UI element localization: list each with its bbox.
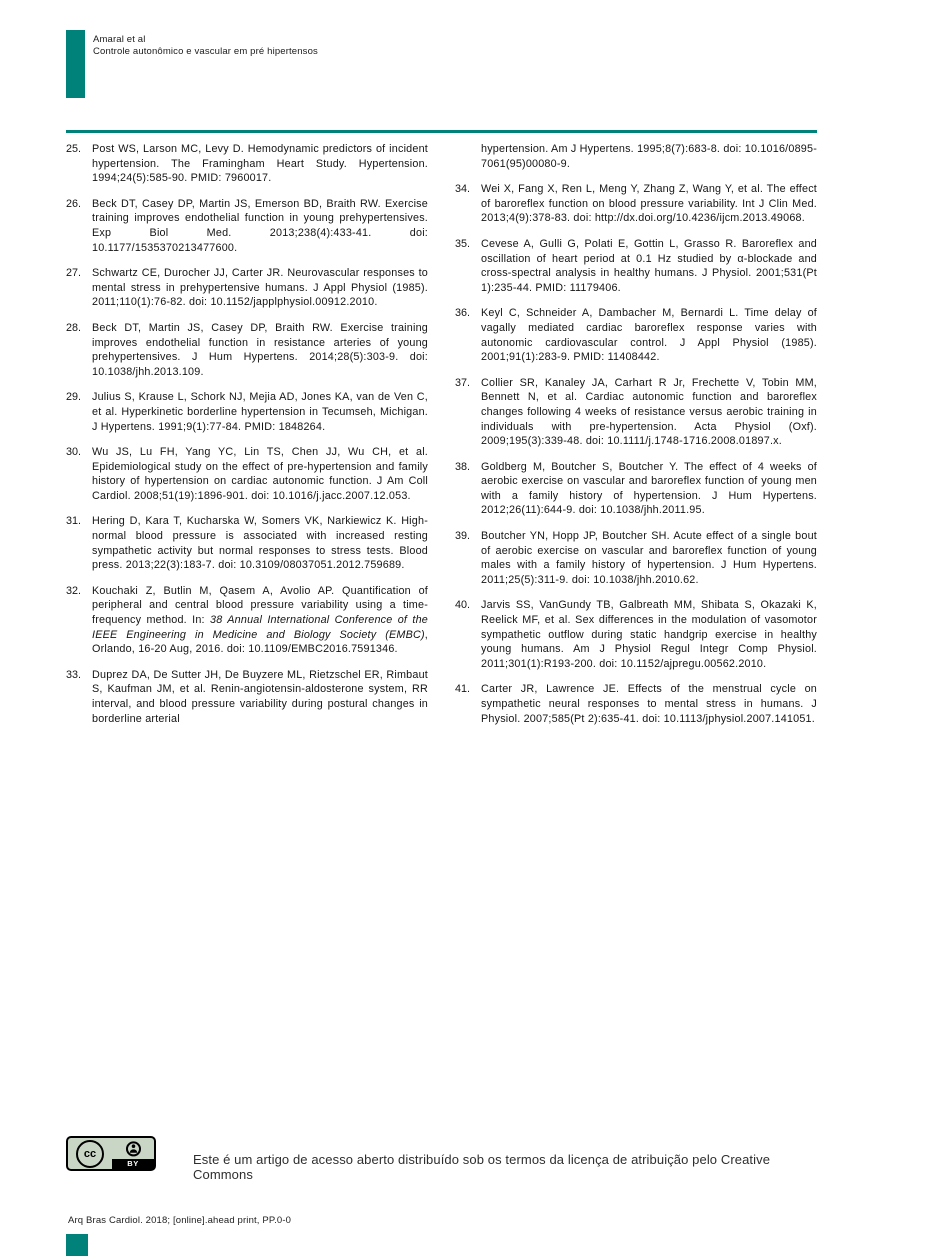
by-label: BY [112,1159,154,1169]
header-rule [66,130,817,133]
journal-citation: Arq Bras Cardiol. 2018; [online].ahead print, PP.0-0 [68,1215,292,1226]
reference-item [455,682,817,726]
reference-item [455,529,817,587]
reference-item [66,514,428,572]
reference-number: 26. [66,197,82,210]
reference-item [455,306,817,364]
reference-text: Carter JR, Lawrence JE. Effects of the menstrual cycle on sympathetic neural responses to mental stress in humans. J Physiol. 2007;585(Pt 2):635-41. doi: 10.1113/jphysiol.2007.141051. [481,683,817,725]
reference-text: , Orlando, 16-20 Aug, 2016. doi: 10.1109/EMBC2016.7591346. [92,628,428,656]
reference-text: Collier SR, Kanaley JA, Carhart R Jr, Frechette V, Tobin MM, Bennett N, et al. Cardiac autonomic function and baroreflex changes following 4 weeks of resistance versus aerobic training in individuals with pre-hypertension. Acta Physiol (Oxf). 2009;195(3):339-48. doi: 10.1111/j.1748-1716.2008.01897.x. [481,376,817,448]
reference-number: 36. [455,307,471,320]
reference-number: 37. [455,376,471,389]
person-icon [125,1141,142,1157]
header-accent-bar [66,30,85,98]
reference-number: 38. [455,460,471,473]
reference-item [455,142,817,171]
reference-item [455,376,817,449]
reference-number: 34. [455,183,471,196]
cc-by-badge [66,1136,156,1171]
reference-number: 31. [66,515,82,528]
reference-text: Keyl C, Schneider A, Dambacher M, Bernardi L. Time delay of vagally mediated cardiac baroreflex response varies with autonomic cardiovascular control. J Appl Physiol (1985). 2001;91(1):283-9. PMID: 11408442. [481,307,817,364]
cc-circle-icon: cc [76,1140,104,1168]
reference-number: 40. [455,599,471,612]
reference-text: hypertension. Am J Hypertens. 1995;8(7):683-8. doi: 10.1016/0895-7061(95)00080-9. [481,143,817,170]
reference-item [66,584,428,657]
license-statement: Este é um artigo de acesso aberto distribuído sob os termos da licença de atribuição pelo Creative Commons [193,1152,771,1182]
reference-item [455,182,817,226]
cc-by-attribution [112,1138,154,1169]
cc-icon [68,1138,112,1169]
reference-item [66,668,428,726]
reference-text: Goldberg M, Boutcher S, Boutcher Y. The effect of 4 weeks of aerobic exercise on vascular and baroreflex function of young men with a family history of hypertension. J Hum Hypertens. 2012;26(11):644-9. doi: 10.1038/jhh.2011.95. [481,460,817,517]
reference-text: Jarvis SS, VanGundy TB, Galbreath MM, Shibata S, Okazaki K, Reelick MF, et al. Sex differences in the modulation of vasomotor sympathetic outflow during static handgrip exercise in healthy young humans. Am J Physiol Regul Integr Comp Physiol. 2011;301(1):R193-200. doi: 10.1152/ajpregu.00562.2010. [481,599,817,670]
reference-text: Beck DT, Martin JS, Casey DP, Braith RW. Exercise training improves endothelial function in resistance arteries of young prehypertensives. J Hum Hypertens. 2014;28(5):303-9. doi: 10.1038/jhh.2013.109. [92,321,428,378]
reference-number: 27. [66,267,82,280]
reference-item [66,445,428,503]
reference-item [66,266,428,310]
footer-accent-square [66,1234,88,1256]
reference-item [455,460,817,518]
running-head-title: Controle autonômico e vascular em pré hipertensos [93,45,318,57]
reference-item [66,321,428,379]
reference-text: Duprez DA, De Sutter JH, De Buyzere ML, Rietzschel ER, Rimbaut S, Kaufman JM, et al. Renin-angiotensin-aldosterone system, RR interval, and blood pressure variability during postural changes in borderline arterial [92,668,428,725]
reference-item [455,598,817,671]
reference-text: Hering D, Kara T, Kucharska W, Somers VK, Narkiewicz K. High-normal blood pressure is associated with increased resting sympathetic activity but normal responses to stress tests. Blood press. 2013;22(3):183-7. doi: 10.3109/08037051.2012.759689. [92,515,428,572]
reference-text: Kouchaki Z, Butlin M, Qasem A, Avolio AP. Quantification of peripheral and central blood pressure variability using a time-frequency method. In: [92,584,428,627]
reference-text: Boutcher YN, Hopp JP, Boutcher SH. Acute effect of a single bout of aerobic exercise on vascular and baroreflex function of young males with a family history of hypertension. J Hum Hypertens. 2011;25(5):311-9. doi: 10.1038/jhh.2010.62. [481,530,817,586]
reference-text: Wei X, Fang X, Ren L, Meng Y, Zhang Z, Wang Y, et al. The effect of baroreflex function on blood pressure variability. Int J Clin Med. 2013;4(9):378-83. doi: http://dx.doi.org/10.4236/ijcm.2013.49068. [481,183,817,225]
reference-item [66,390,428,434]
references-column-right [455,142,817,737]
reference-number: 35. [455,237,471,250]
reference-number: 25. [66,143,82,155]
reference-number: 28. [66,321,82,334]
reference-text: Cevese A, Gulli G, Polati E, Gottin L, Grasso R. Baroreflex and oscillation of heart period at 0.1 Hz studied by α-blockade and cross-spectral analysis in healthy humans. J Physiol. 2001;531(Pt 1):235-44. PMID: 11179406. [481,237,817,294]
reference-text-italic: 38 Annual International Conference of the IEEE Engineering in Medicine and Biology Society (EMBC) [92,614,428,641]
reference-item [66,142,428,186]
reference-number: 30. [66,446,82,459]
references-column-left [66,142,428,737]
references-section [66,142,817,737]
reference-number: 29. [66,391,82,404]
reference-item [455,237,817,295]
reference-number: 41. [455,683,471,696]
reference-item [66,197,428,255]
reference-number: 32. [66,584,82,597]
reference-text: Wu JS, Lu FH, Yang YC, Lin TS, Chen JJ, Wu CH, et al. Epidemiological study on the effect of pre-hypertension and family history of hypertension on cardiac autonomic function. J Am Coll Cardiol. 2008;51(19):1896-901. doi: 10.1016/j.jacc.2007.12.053. [92,446,428,502]
reference-text: Schwartz CE, Durocher JJ, Carter JR. Neurovascular responses to mental stress in prehypertensive humans. J Appl Physiol (1985). 2011;110(1):76-82. doi: 10.1152/japplphysiol.00912.2010. [92,267,428,309]
reference-text: Post WS, Larson MC, Levy D. Hemodynamic predictors of incident hypertension. The Framingham Heart Study. Hypertension. 1994;24(5):585-90. PMID: 7960017. [92,143,428,185]
running-head [93,34,318,57]
running-head-authors: Amaral et al [93,34,146,45]
reference-text: Julius S, Krause L, Schork NJ, Mejia AD, Jones KA, van de Ven C, et al. Hyperkinetic borderline hypertension in Tecumseh, Michigan. J Hypertens. 1991;9(1):77-84. PMID: 1848264. [92,391,428,433]
reference-text: Beck DT, Casey DP, Martin JS, Emerson BD, Braith RW. Exercise training improves endothelial function in young prehypertensives. Exp Biol Med. 2013;238(4):433-41. doi: 10.1177/1535370213477600. [92,197,428,254]
reference-number: 33. [66,668,82,681]
reference-number: 39. [455,530,471,543]
